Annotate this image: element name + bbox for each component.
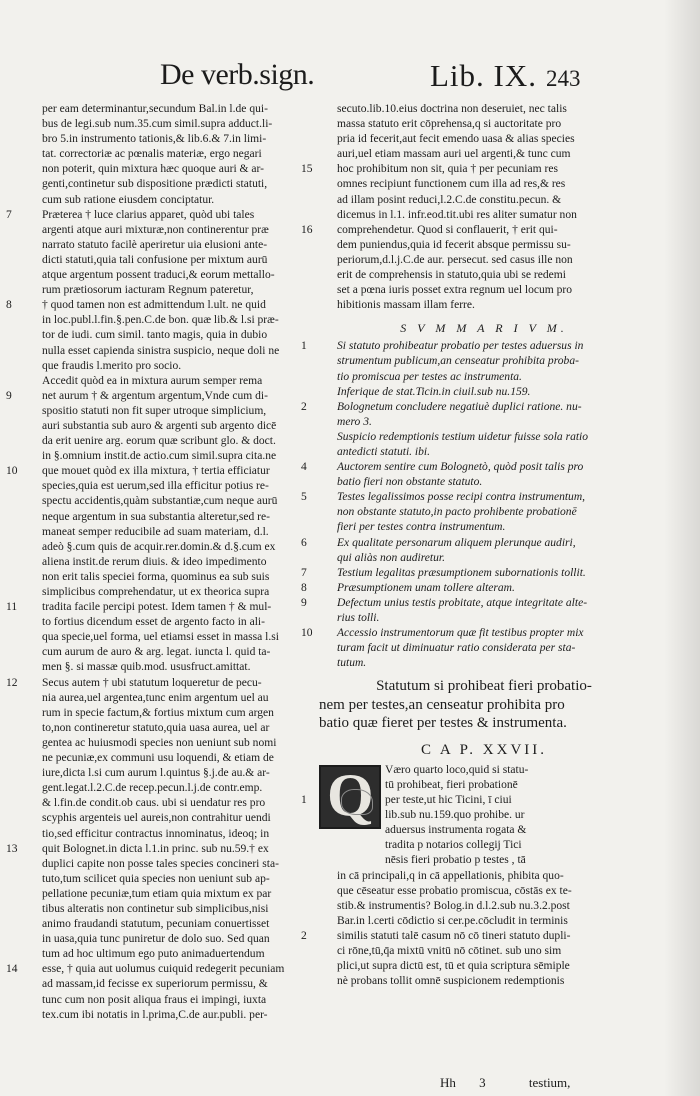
text-line <box>6 600 316 615</box>
text-line <box>24 268 316 283</box>
text-line <box>24 630 316 645</box>
summary-item <box>319 551 649 566</box>
line-text: erit de comprehensis in statuto,quia ubi se redemi <box>337 269 566 282</box>
line-text: strumentum publicum,an censeatur prohibita proba- <box>337 355 579 368</box>
margin-number: 11 <box>6 601 18 614</box>
margin-number: 4 <box>301 461 307 474</box>
line-text: qui aliàs non audiretur. <box>337 551 445 564</box>
text-line <box>24 570 316 585</box>
line-text: aliena instit.de rerum diuis. & ideo impedimento <box>42 555 267 568</box>
line-text: dicemus in l.1. infr.eod.tit.ubi res aliter sumatur non <box>337 208 577 221</box>
text-line <box>319 823 649 838</box>
text-line <box>319 147 649 162</box>
line-text: secuto.lib.10.eius doctrina non deseruiet, nec talis <box>337 103 567 115</box>
rubric-line: nem per testes,an censeatur prohibita pro <box>319 696 565 713</box>
text-line <box>24 525 316 540</box>
summary-heading: S V M M A R I V M. <box>400 321 568 336</box>
line-text: to fortius dicendum esset de argento facto in ali- <box>42 616 265 629</box>
line-text: cum sub ratione eiusdem conciptatur. <box>42 193 215 206</box>
line-text: Testium legalitas præsumptionem subornationis tollit. <box>337 566 586 579</box>
margin-number: 10 <box>301 627 313 640</box>
text-line <box>24 449 316 464</box>
line-text: men §. si massæ quib.mod. ususfruct.amittat. <box>42 661 251 674</box>
line-text: ad illam posint reduci,l.2.C.de constitu.pecun. & <box>337 193 562 206</box>
line-text: Præterea † luce clarius apparet, quòd ubi tales <box>42 208 255 221</box>
page-number: 243 <box>546 66 581 91</box>
line-text: tradita p notarios collegij Tici <box>385 839 522 852</box>
text-line <box>24 721 316 736</box>
line-text: non poterit, quin mixtura hæc quoque auri & ar- <box>42 163 264 176</box>
text-line <box>24 510 316 525</box>
text-line <box>24 132 316 147</box>
line-text: antedicti statuti. ibi. <box>337 445 431 458</box>
margin-number: 7 <box>301 566 307 579</box>
signature-number: 3 <box>479 1075 486 1090</box>
text-line <box>6 842 316 857</box>
line-text: genti,continetur sub dispositione prædicti statuti, <box>42 178 268 191</box>
text-line <box>24 404 316 419</box>
margin-number: 1 <box>301 340 307 353</box>
line-text: nulla esset capienda sinistra suspicio, neque doli ne <box>42 344 280 357</box>
line-text: non obstante statuto,in pacto prohibente probationē <box>337 506 577 519</box>
line-text: turam facit ut diminuatur ratio considerata per sta- <box>337 642 576 655</box>
text-line <box>6 464 316 479</box>
line-text: spectu accidentis,quàm substantiæ,cum neque aurū <box>42 495 278 508</box>
line-text: Bar.in l.certi cōdictio si cer.pe.cōcludit in terminis <box>337 914 568 927</box>
line-text: Accedit quòd ea in mixtura aurum semper rema <box>42 374 263 387</box>
line-text: qua specie,uel forma, uel etiamsi esset in massa l.si <box>42 631 279 644</box>
summary-item <box>301 596 649 611</box>
text-line <box>319 838 649 853</box>
line-text: esse, † quia aut uolumus cuiquid redegerit pecuniam <box>42 963 285 976</box>
line-text: animo fraudandi statutum, pecuniam conuertisset <box>42 918 270 931</box>
line-text: pellatione pecuniæ,tum etiam quia mixtum ex par <box>42 887 272 900</box>
summary-item <box>319 354 649 369</box>
line-text: hoc prohibitum non sit, quia † per pecuniam res <box>337 163 558 176</box>
text-line <box>24 1008 316 1023</box>
line-text: Secus autem † ubi statutum loqueretur de pecu- <box>42 676 262 689</box>
line-text: plici,ut supra dictū est, tū et quia scriptura sēmiple <box>337 960 570 973</box>
text-line <box>24 811 316 826</box>
line-text: periorum,d.l.j.C.de aur. persecut. sed casus ille non <box>337 253 573 266</box>
summary-item <box>319 385 649 400</box>
line-text: tex.cum ibi notatis in l.prima,C.de aur.publi. per- <box>42 1008 268 1021</box>
text-line <box>301 793 649 808</box>
text-line <box>319 899 649 914</box>
line-text: tunc cum non posit aliqua fraus ei impingi, iuxta <box>42 993 267 1006</box>
text-line <box>24 117 316 132</box>
margin-number: 1 <box>301 794 307 807</box>
summary-item <box>301 490 649 505</box>
text-line <box>24 177 316 192</box>
summary-item <box>319 430 649 445</box>
line-text: to,non contineretur statuto,quia uasa aurea, uel ar <box>42 721 270 734</box>
line-text: nēsis fieri probatio p testes , tā <box>385 854 526 867</box>
line-text: da erit uenire arg. eorum quæ scribunt glo. & doct. <box>42 435 276 448</box>
text-line <box>319 298 649 313</box>
summary-item <box>319 445 649 460</box>
margin-number: 2 <box>301 929 307 942</box>
margin-number: 9 <box>6 389 12 402</box>
summary-item <box>319 475 649 490</box>
line-text: rius tolli. <box>337 612 380 624</box>
text-line <box>6 208 316 223</box>
text-line <box>24 540 316 555</box>
line-text: que fraudis l.merito pro socio. <box>42 359 182 372</box>
text-line <box>319 808 649 823</box>
text-line <box>6 676 316 691</box>
text-line <box>301 223 649 238</box>
line-text: Væro quarto loco,quid si statu- <box>385 763 529 776</box>
summary-item <box>301 536 649 551</box>
summary-item <box>301 581 649 596</box>
margin-number: 2 <box>301 400 307 413</box>
line-text: spositio statuti non fit super utroque simplicium, <box>42 404 267 417</box>
text-line <box>319 117 649 132</box>
text-line <box>24 947 316 962</box>
text-line <box>24 223 316 238</box>
signature-mark: Hh <box>440 1075 456 1090</box>
line-text: narrato statuto facilè aperiretur uia elusioni ante- <box>42 238 268 251</box>
line-text: duplici capite non posse tales species concineri sta- <box>42 857 279 870</box>
line-text: in loc.publ.l.fin.§.pen.C.de bon. quæ lib.& l.si præ- <box>42 314 279 327</box>
chapter-body <box>301 761 649 989</box>
line-text: neque argentum in sua substantia alteretur,sed re- <box>42 510 270 523</box>
signature-line <box>440 1075 570 1091</box>
line-text: scyphis argenteis uel aureis,non contrahitur uendi <box>42 812 271 825</box>
line-text: Defectum unius testis probitate, atque integritate alte- <box>337 596 588 609</box>
margin-number: 8 <box>6 299 12 312</box>
text-line <box>24 555 316 570</box>
line-text: fieri per testes contra instrumentum. <box>337 521 506 534</box>
line-text: per teste,ut hic Ticini, ī ciui <box>385 794 512 807</box>
margin-number: 6 <box>301 536 307 549</box>
text-line <box>301 929 649 944</box>
summary-item <box>319 611 649 626</box>
line-text: net aurum † & argentum argentum,Vnde cum di- <box>42 389 268 402</box>
line-text: iure,dicta l.si cum aurum l.quintus §.j.de au.& ar- <box>42 767 270 780</box>
line-text: in uasa,quia tunc puniretur de dolo suo. Sed quan <box>42 933 270 946</box>
line-text: maneat semper reducibile ad suam materiam, d.l. <box>42 525 269 538</box>
line-text: comprehendetur. Quod si conflauerit, † erit qui- <box>337 223 558 236</box>
line-text: lib.sub nu.159.quo prohibe. ur <box>385 809 525 822</box>
line-text: argenti atque auri mixturæ,non continerentur præ <box>42 223 269 236</box>
running-title: De verb.sign. <box>160 58 315 91</box>
text-line <box>24 796 316 811</box>
text-line <box>319 869 649 884</box>
line-text: Suspicio redemptionis testium uidetur fuisse sola ratio <box>337 430 589 443</box>
line-text: tio promiscua per testes ac instrumenta. <box>337 370 522 383</box>
text-line <box>319 853 649 868</box>
margin-number: 9 <box>301 596 307 609</box>
line-text: que cēseatur esse probatio promiscua, cōstās ex te- <box>337 884 572 897</box>
text-line <box>319 763 649 778</box>
margin-number: 12 <box>6 676 18 689</box>
text-line <box>24 479 316 494</box>
line-text: bro 5.in instrumento tationis,& lib.6.& 7.in limi- <box>42 133 267 146</box>
text-line <box>319 914 649 929</box>
line-text: Bolognetum concludere negatiuè duplici ratione. nu- <box>337 400 582 413</box>
line-text: ne pecuniæ,ex communi usu loquendi, & etiam de <box>42 752 274 765</box>
line-text: & l.fin.de condit.ob caus. ubi si uendatur res pro <box>42 797 266 810</box>
summary-item <box>319 520 649 535</box>
line-text: in §.omnium instit.de actio.cum simil.supra cita.ne <box>42 450 277 463</box>
line-text: Auctorem sentire cum Bolognetò, quòd posit talis pro <box>337 461 584 474</box>
line-text: ad massam,id fecisse ex superiorum permissu, & <box>42 978 268 991</box>
text-line <box>24 857 316 872</box>
line-text: † quod tamen non est admittendum l.ult. ne quid <box>42 299 266 312</box>
line-text: tradita facile percipi potest. Idem tamen † & mul- <box>42 601 272 614</box>
text-line <box>24 645 316 660</box>
text-line <box>24 872 316 887</box>
text-line <box>319 974 649 989</box>
line-text: dem puniendus,quia id fecerit absque permissu su- <box>337 238 571 251</box>
line-text: atque argentum possent traduci,& eorum mettallo- <box>42 269 275 282</box>
text-line <box>24 977 316 992</box>
text-line <box>24 706 316 721</box>
summary-list <box>301 339 649 671</box>
text-line <box>319 283 649 298</box>
chapter-title: C A P. XXVII. <box>420 741 548 758</box>
summary-item <box>319 370 649 385</box>
line-text: adeò §.cum quis de acquir.rer.domin.& d.§.cum ex <box>42 540 276 553</box>
line-text: non erit talis speciei forma, quominus ea sub suis <box>42 570 270 583</box>
text-line <box>24 781 316 796</box>
line-text: Si statuto prohibeatur probatio per testes aduersus in <box>337 340 584 353</box>
text-line <box>24 827 316 842</box>
line-text: in cā principali,q in cā appellationis, phibita quo- <box>337 869 564 882</box>
summary-item <box>319 415 649 430</box>
text-line <box>319 944 649 959</box>
summary-item <box>319 656 649 671</box>
line-text: tio,sed efficitur contractus innominatus, ideoq; in <box>42 827 270 840</box>
line-text: tum ad hoc ultimum ego puto animaduertendum <box>42 948 265 961</box>
line-text: batio fieri non obstante statuto. <box>337 476 483 489</box>
text-line <box>319 268 649 283</box>
line-text: dicti statuti,quia tali confusione per mixtum aurū <box>42 253 268 266</box>
margin-number: 16 <box>301 223 313 236</box>
line-text: que mouet quòd ex illa mixtura, † tertia efficiatur <box>42 465 270 478</box>
text-line <box>24 253 316 268</box>
text-line <box>24 374 316 389</box>
margin-number: 7 <box>6 208 12 221</box>
line-text: mero 3. <box>337 415 372 428</box>
line-text: Præsumptionem unam tollere alteram. <box>337 581 515 594</box>
line-text: tuto,tum scilicet quia species non ueniunt sub ap- <box>42 872 270 885</box>
margin-number: 8 <box>301 581 307 594</box>
text-line <box>24 147 316 162</box>
text-line <box>319 193 649 208</box>
text-line <box>24 313 316 328</box>
text-line <box>24 162 316 177</box>
line-text: massa statuto erit cōprehensa,q si auctoritate pro <box>337 118 562 131</box>
text-line <box>24 751 316 766</box>
line-text: similis statuti talē casum nō cō tineri statuto dupli- <box>337 929 571 942</box>
text-line <box>24 917 316 932</box>
text-line <box>24 585 316 600</box>
text-line <box>24 887 316 902</box>
book-number: Lib. IX. <box>430 58 538 93</box>
text-line <box>24 359 316 374</box>
line-text: gent.legat.l.2.C.de recep.pecun.l.j.de contr.emp. <box>42 782 263 795</box>
text-line <box>24 691 316 706</box>
line-text: tū prohibeat, fieri probationē <box>385 778 518 791</box>
text-line <box>319 102 649 117</box>
text-line <box>24 328 316 343</box>
summary-item <box>301 626 649 641</box>
margin-number: 14 <box>6 963 18 976</box>
margin-number: 5 <box>301 491 307 504</box>
line-text: omnes recipiunt functionem cum illa ad res,& res <box>337 178 566 191</box>
text-line <box>319 959 649 974</box>
line-text: Ex qualitate personarum aliquem plerunque audiri, <box>337 536 576 549</box>
line-text: bus de legi.sub num.35.cum simil.supra adduct.li- <box>42 118 273 131</box>
text-line <box>319 132 649 147</box>
text-line <box>24 102 316 117</box>
margin-number: 13 <box>6 842 18 855</box>
text-line <box>24 902 316 917</box>
margin-number: 15 <box>301 163 313 176</box>
summary-item <box>301 339 649 354</box>
text-line <box>319 238 649 253</box>
summary-item <box>319 641 649 656</box>
text-line <box>24 283 316 298</box>
line-text: species,quia est uerum,sed illa efficitur potius re- <box>42 480 269 493</box>
summary-item <box>319 505 649 520</box>
rubric-line: Statutum si prohibeat fieri probatio- <box>376 678 592 695</box>
text-line <box>24 434 316 449</box>
text-line <box>6 962 316 977</box>
line-text: rum prætiosorum iacturam Regnum pateretur, <box>42 284 254 297</box>
catchword: testium, <box>528 1075 571 1090</box>
line-text: auri,uel etiam massam auri uel argenti,& tunc cum <box>337 148 571 161</box>
text-line <box>24 736 316 751</box>
line-text: nè probans tollit omnē suspicionem redemptionis <box>337 975 565 988</box>
line-text: auri substantia sub auro & argenti sub argento dicē <box>42 419 277 432</box>
line-text: tor de iudi. cum simil. tanto magis, quia in dubio <box>42 329 268 342</box>
line-text: simplicibus comprehendatur, ut ex theorica supra <box>42 586 270 598</box>
line-text: ci rōne,tū,q̄a mixtū vnitū nō cōtinet. sub uno sim <box>337 945 562 957</box>
left-column <box>6 102 316 1023</box>
line-text: Testes legalissimos posse recipi contra instrumentum, <box>337 491 586 504</box>
line-text: Accessio instrumentorum quæ fit testibus propter mix <box>337 627 584 640</box>
line-text: stib.& instrumentis? Bolog.in d.l.2.sub nu.3.2.post <box>337 899 570 912</box>
rubric-line: batio quæ fieret per testes & instrumenta. <box>319 715 567 732</box>
summary-item <box>301 400 649 415</box>
text-line <box>319 208 649 223</box>
line-text: pria id fecerit,aut fecit emendo uasa & alias species <box>337 133 575 146</box>
text-line <box>24 419 316 434</box>
line-text: gentea ac huiusmodi species non ueniunt sub nomi <box>42 736 277 749</box>
text-line <box>301 162 649 177</box>
text-line <box>24 344 316 359</box>
text-line <box>24 993 316 1008</box>
line-text: Inferique de stat.Ticin.in ciuil.sub nu.159. <box>337 385 531 398</box>
line-text: rum in specie factum,& fortius mixtum cum argen <box>42 706 274 719</box>
line-text: quit Bolognet.in dicta l.1.in princ. sub nu.59.† ex <box>42 842 269 855</box>
line-text: tibus alteratis non continetur sub simplicibus,nisi <box>42 902 269 915</box>
text-line <box>6 389 316 404</box>
line-text: cum aurum de auro & arg. legat. iuncta l. quid ta- <box>42 646 271 659</box>
line-text: tutum. <box>337 657 367 670</box>
line-text: set a pœna iuris posset extra regnum uel locum pro <box>337 284 573 297</box>
decorated-initial-q: Q <box>319 765 381 829</box>
text-line <box>24 494 316 509</box>
line-text: hibitionis massam illam ferre. <box>337 299 475 312</box>
line-text: tat. correctoriæ ac pœnalis materiæ, ergo negari <box>42 148 262 161</box>
text-line <box>319 177 649 192</box>
text-line <box>24 660 316 675</box>
text-line <box>319 778 649 793</box>
right-column-text <box>301 102 649 313</box>
text-line <box>24 932 316 947</box>
text-line <box>319 253 649 268</box>
text-line <box>24 615 316 630</box>
text-line <box>24 766 316 781</box>
text-line <box>6 298 316 313</box>
line-text: aduersus instrumenta rogata & <box>385 824 527 837</box>
chapter-rubric <box>319 677 649 733</box>
running-header <box>160 58 600 98</box>
right-column <box>301 102 649 989</box>
text-line <box>24 193 316 208</box>
text-line <box>24 238 316 253</box>
summary-item <box>301 566 649 581</box>
margin-number: 10 <box>6 465 18 478</box>
text-line <box>319 884 649 899</box>
line-text: nia aurea,uel argentea,tunc enim argentum uel au <box>42 691 269 704</box>
summary-item <box>301 460 649 475</box>
line-text: per eam determinantur,secundum Bal.in l.de qui- <box>42 103 268 115</box>
